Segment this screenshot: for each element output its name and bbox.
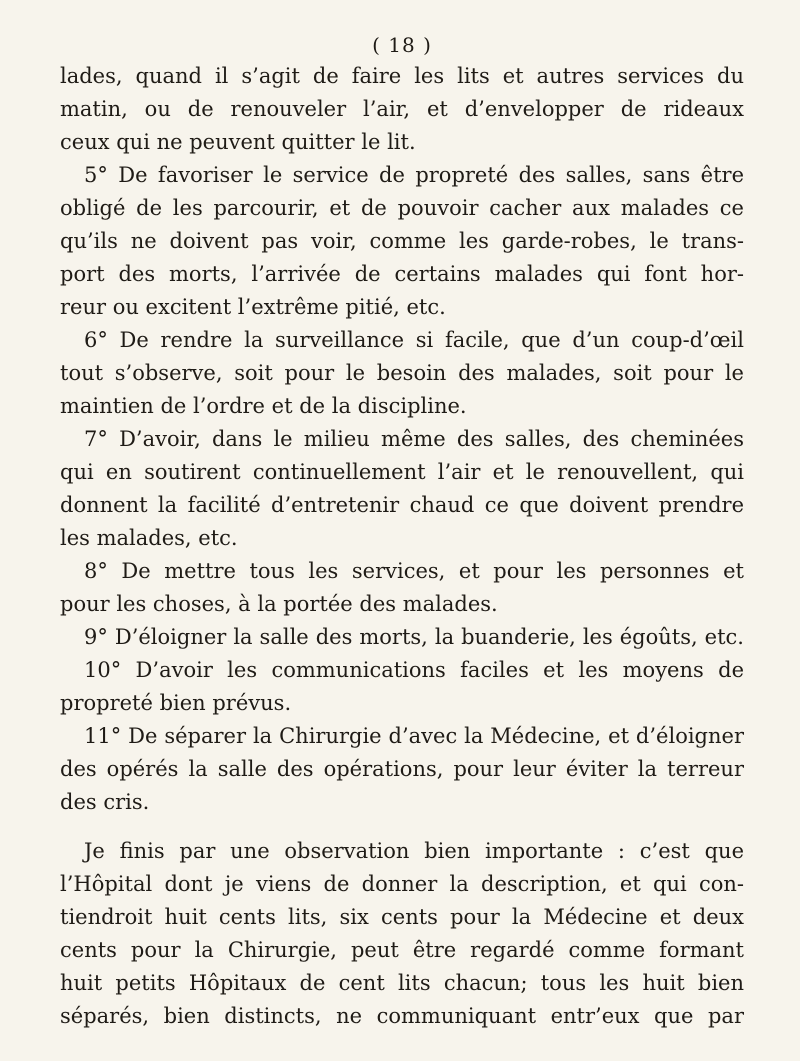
text-line: les malades, etc. (60, 526, 238, 550)
text-line: 10° D’avoir les communications faciles et les moyens de (84, 658, 744, 682)
page-body (60, 60, 744, 1033)
text-line: donnent la facilité d’entretenir chaud ce que doivent prendre (60, 493, 744, 517)
text-line: 7° D’avoir, dans le milieu même des salles, des cheminées (84, 427, 744, 451)
text-line: pour les choses, à la portée des malades. (60, 592, 498, 616)
text-line: Je finis par une observation bien importante : c’est que (84, 839, 744, 863)
text-line: des cris. (60, 790, 150, 814)
text-line: des opérés la salle des opérations, pour leur éviter la terreur (60, 757, 744, 781)
text-line: 8° De mettre tous les services, et pour les personnes et (84, 559, 744, 583)
text-line: cents pour la Chirurgie, peut être regardé comme formant (60, 938, 744, 962)
text-line: huit petits Hôpitaux de cent lits chacun; tous les huit bien (60, 971, 744, 995)
text-line: 6° De rendre la surveillance si facile, que d’un coup-d’œil (84, 328, 744, 352)
text-line: matin, ou de renouveler l’air, et d’envelopper de rideaux (60, 97, 744, 121)
text-line: séparés, bien distincts, ne communiquant entr’eux que par (60, 1004, 744, 1028)
paragraph-item-11 (60, 720, 744, 819)
paragraph-conclusion (60, 835, 744, 1033)
paragraph-item-6 (60, 324, 744, 423)
paragraph-continuation (60, 60, 744, 159)
paragraph-item-7 (60, 423, 744, 555)
text-line: qu’ils ne doivent pas voir, comme les garde-robes, le trans- (60, 229, 744, 253)
text-line: port des morts, l’arrivée de certains malades qui font hor- (60, 262, 744, 286)
paragraph-item-5 (60, 159, 744, 324)
text-line: obligé de les parcourir, et de pouvoir cacher aux malades ce (60, 196, 744, 220)
text-line: maintien de l’ordre et de la discipline. (60, 394, 467, 418)
paragraph-item-8 (60, 555, 744, 621)
text-line: l’Hôpital dont je viens de donner la description, et qui con- (60, 872, 744, 896)
text-line: 9° D’éloigner la salle des morts, la buanderie, les égoûts, etc. (84, 625, 744, 649)
paragraph-item-9 (60, 621, 744, 654)
text-line: lades, quand il s’agit de faire les lits et autres services du (60, 64, 744, 88)
text-line: tout s’observe, soit pour le besoin des malades, soit pour le (60, 361, 744, 385)
text-line: 11° De séparer la Chirurgie d’avec la Médecine, et d’éloigner (84, 724, 744, 748)
page-number: ( 18 ) (372, 33, 432, 57)
text-line: propreté bien prévus. (60, 691, 292, 715)
text-line: ceux qui ne peuvent quitter le lit. (60, 130, 416, 154)
text-line: qui en soutirent continuellement l’air et le renouvellent, qui (60, 460, 744, 484)
paragraph-gap (60, 819, 744, 835)
text-line: reur ou excitent l’extrême pitié, etc. (60, 295, 446, 319)
paragraph-item-10 (60, 654, 744, 720)
text-line: tiendroit huit cents lits, six cents pour la Médecine et deux (60, 905, 744, 929)
text-line: 5° De favoriser le service de propreté des salles, sans être (84, 163, 744, 187)
